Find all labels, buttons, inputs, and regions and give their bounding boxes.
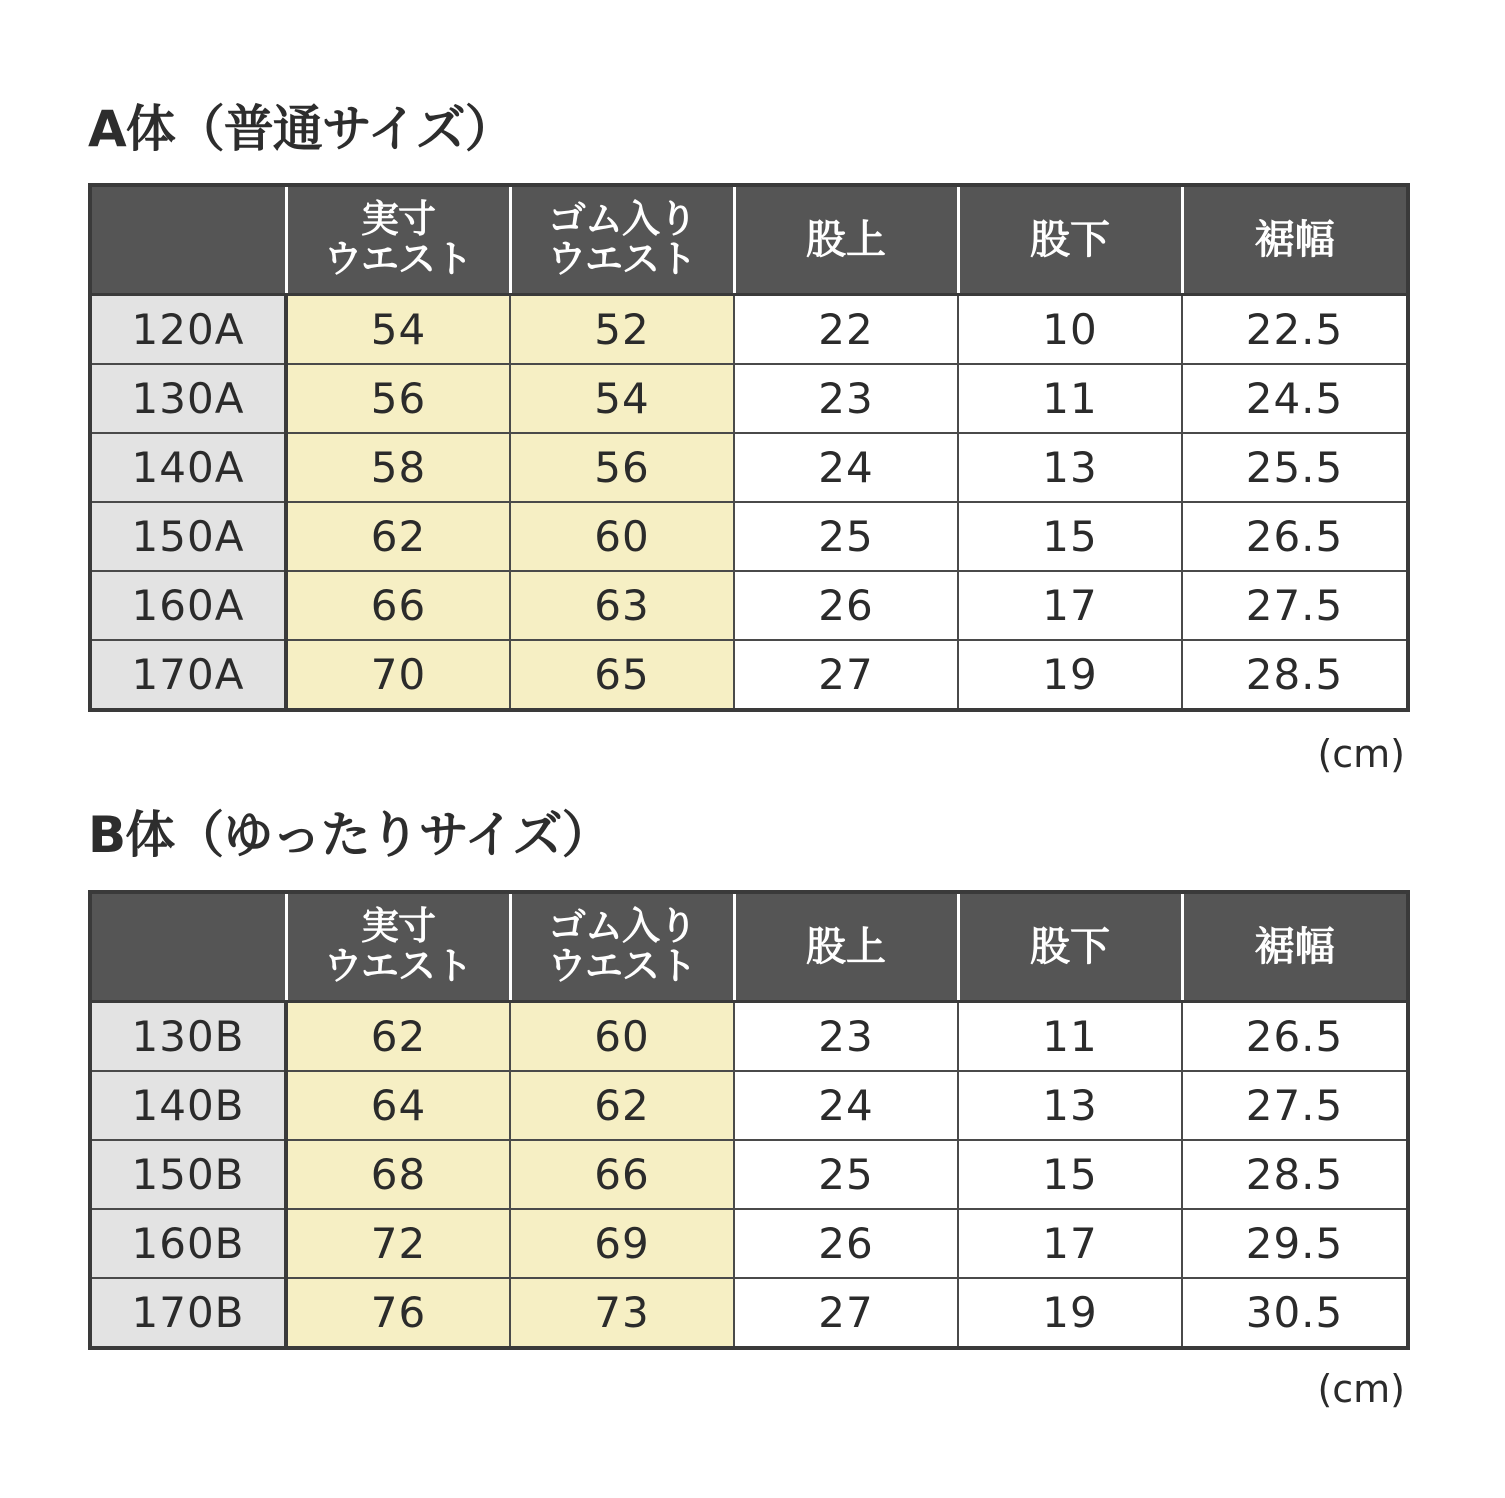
elastic-waist-cell: 73 [510,1278,734,1348]
hem-width-cell: 26.5 [1182,502,1408,571]
elastic-waist-cell: 62 [510,1071,734,1140]
elastic-waist-cell: 63 [510,571,734,640]
rise-cell: 26 [734,1209,958,1278]
actual-waist-cell: 56 [286,364,510,433]
elastic-waist-cell: 56 [510,433,734,502]
elastic-waist-cell: 60 [510,1002,734,1072]
header-elastic-waist-line1: ゴム入り [547,197,696,242]
actual-waist-cell: 72 [286,1209,510,1278]
header-elastic-waist-line2: ウエスト [547,237,696,281]
rise-cell: 27 [734,1278,958,1348]
size-cell: 120A [90,295,286,365]
hem-width-cell: 27.5 [1182,1071,1408,1140]
header-hem-width: 裾幅 [1182,892,1408,1002]
elastic-waist-cell: 60 [510,502,734,571]
table-row [90,571,1408,640]
table-row [90,1278,1408,1348]
table-row [90,433,1408,502]
actual-waist-cell: 54 [286,295,510,365]
rise-cell: 25 [734,502,958,571]
table-b-title: B体（ゆったりサイズ） [88,806,611,864]
table-row [90,364,1408,433]
hem-width-cell: 28.5 [1182,640,1408,710]
header-rise: 股上 [734,185,958,295]
actual-waist-cell: 64 [286,1071,510,1140]
header-elastic-waist-line1: ゴム入り [547,904,696,949]
header-inseam: 股下 [958,185,1182,295]
header-elastic-waist-line2: ウエスト [547,944,696,988]
inseam-cell: 11 [958,1002,1182,1072]
size-cell: 150A [90,502,286,571]
header-size [90,185,286,295]
header-actual-waist-line2: ウエスト [323,944,472,988]
table-row [90,1140,1408,1209]
inseam-cell: 17 [958,571,1182,640]
size-cell: 160A [90,571,286,640]
size-table-b [88,890,1410,1350]
size-cell: 140A [90,433,286,502]
rise-cell: 23 [734,364,958,433]
size-cell: 160B [90,1209,286,1278]
actual-waist-cell: 62 [286,1002,510,1072]
hem-width-cell: 30.5 [1182,1278,1408,1348]
rise-cell: 22 [734,295,958,365]
inseam-cell: 11 [958,364,1182,433]
header-actual-waist-line1: 実寸 [360,904,435,949]
rise-cell: 27 [734,640,958,710]
size-cell: 130A [90,364,286,433]
inseam-cell: 15 [958,1140,1182,1209]
header-rise: 股上 [734,892,958,1002]
hem-width-cell: 25.5 [1182,433,1408,502]
hem-width-cell: 24.5 [1182,364,1408,433]
hem-width-cell: 22.5 [1182,295,1408,365]
inseam-cell: 13 [958,433,1182,502]
inseam-cell: 19 [958,1278,1182,1348]
table-a-title: A体（普通サイズ） [88,100,514,158]
actual-waist-cell: 58 [286,433,510,502]
inseam-cell: 10 [958,295,1182,365]
elastic-waist-cell: 54 [510,364,734,433]
size-cell: 170B [90,1278,286,1348]
rise-cell: 24 [734,433,958,502]
unit-label-b: (cm) [1317,1367,1405,1411]
elastic-waist-cell: 52 [510,295,734,365]
header-actual-waist [286,892,510,1002]
rise-cell: 26 [734,571,958,640]
header-actual-waist-line2: ウエスト [323,237,472,281]
elastic-waist-cell: 65 [510,640,734,710]
rise-cell: 23 [734,1002,958,1072]
table-header-row [90,185,1408,295]
unit-label-a: (cm) [1317,732,1405,776]
hem-width-cell: 26.5 [1182,1002,1408,1072]
actual-waist-cell: 76 [286,1278,510,1348]
header-elastic-waist [510,892,734,1002]
header-actual-waist-line1: 実寸 [360,197,435,242]
elastic-waist-cell: 66 [510,1140,734,1209]
inseam-cell: 13 [958,1071,1182,1140]
actual-waist-cell: 70 [286,640,510,710]
size-cell: 130B [90,1002,286,1072]
rise-cell: 25 [734,1140,958,1209]
inseam-cell: 17 [958,1209,1182,1278]
hem-width-cell: 29.5 [1182,1209,1408,1278]
actual-waist-cell: 62 [286,502,510,571]
table-row [90,1209,1408,1278]
rise-cell: 24 [734,1071,958,1140]
size-cell: 170A [90,640,286,710]
header-size [90,892,286,1002]
inseam-cell: 15 [958,502,1182,571]
header-inseam: 股下 [958,892,1182,1002]
table-row [90,502,1408,571]
table-header-row [90,892,1408,1002]
table-row [90,1071,1408,1140]
size-table-a [88,183,1410,712]
size-cell: 150B [90,1140,286,1209]
elastic-waist-cell: 69 [510,1209,734,1278]
inseam-cell: 19 [958,640,1182,710]
table-row [90,640,1408,710]
actual-waist-cell: 68 [286,1140,510,1209]
table-row [90,1002,1408,1072]
hem-width-cell: 28.5 [1182,1140,1408,1209]
header-hem-width: 裾幅 [1182,185,1408,295]
actual-waist-cell: 66 [286,571,510,640]
table-row [90,295,1408,365]
hem-width-cell: 27.5 [1182,571,1408,640]
header-actual-waist [286,185,510,295]
header-elastic-waist [510,185,734,295]
size-cell: 140B [90,1071,286,1140]
